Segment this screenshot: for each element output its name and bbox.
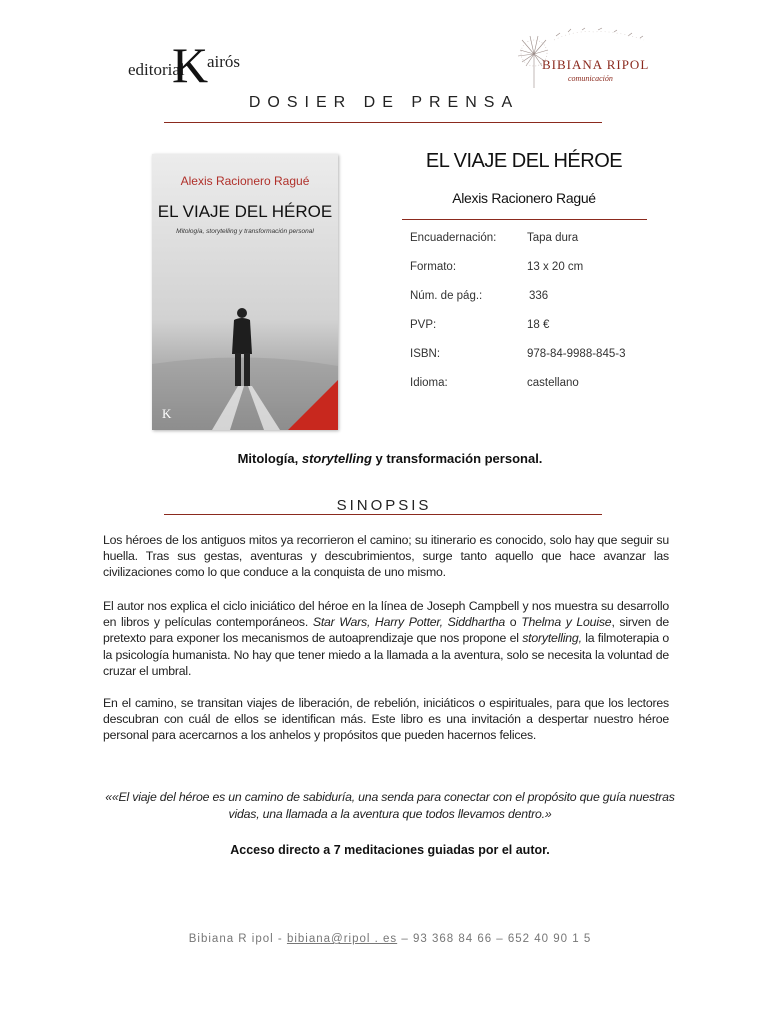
tagline-post: y transformación personal.	[371, 451, 543, 466]
quote-line-2: vidas, una llamada a la aventura que todos llevamos dentro.»	[228, 807, 552, 821]
synopsis-paragraph-3: En el camino, se transitan viajes de liberación, de rebelión, iniciáticos o espirituales, para que los lectores descubran con cuál de ellos se identifican más. Este libro es una invitación a despertar nuestro héroe personal para acercarnos a los anhelos y propósitos que pueden hacernos felices.	[103, 696, 669, 743]
cover-subtitle	[152, 228, 338, 235]
synopsis-heading: SINOPSIS	[336, 497, 432, 514]
synopsis-paragraph-2	[103, 598, 669, 679]
tagline-em: storytelling	[301, 451, 372, 466]
cover-subtitle-post: y transformación personal	[237, 228, 314, 235]
spec-value-isbn: 978-84-9988-845-3	[527, 348, 626, 360]
meditations-note: Acceso directo a 7 meditaciones guiadas por el autor.	[230, 843, 550, 857]
title-divider	[402, 219, 647, 220]
cover-subtitle-em: storytelling	[206, 228, 238, 235]
cover-publisher-logo: K	[162, 406, 172, 421]
spec-label-price: PVP:	[410, 319, 437, 331]
p2-text-d: la filmoterapia o la psicología humanista. No hay que tener miedo a la llamada a la aventura, solo se necesita la voluntad de cruzar el umbral.	[103, 631, 669, 678]
book-cover-image	[152, 154, 338, 430]
publisher-logo-suffix: airós	[207, 52, 241, 71]
p2-text-b: o	[505, 615, 522, 630]
book-author: Alexis Racionero Ragué	[452, 190, 596, 206]
agency-logo	[510, 24, 660, 96]
p2-storytelling: storytelling,	[522, 631, 582, 646]
spec-value-pages: 336	[529, 290, 549, 302]
footer-name: Bibiana R ipol -	[188, 933, 287, 945]
cover-subtitle-pre: Mitología,	[176, 228, 207, 235]
spec-value-language: castellano	[527, 377, 579, 389]
cover-title: EL VIAJE DEL HÉROE	[157, 202, 333, 221]
p2-text-c: , sirven de pretexto para exponer los mecanismos de autoaprendizaje que nos propone el	[103, 615, 670, 646]
synopsis-paragraph-1: Los héroes de los antiguos mitos ya recorrieron el camino; su itinerario es conocido, solo hay que seguir su huella. Tras sus gestas, aventuras y descubrimientos, surge tanto aquello que hace avanzar las civilizaciones como lo que conduce a la conquista de uno mismo.	[103, 533, 669, 580]
publisher-logo-initial: K	[172, 37, 209, 93]
spec-value-format: 13 x 20 cm	[527, 261, 584, 273]
cover-author: Alexis Racionero Ragué	[180, 174, 310, 188]
quote-line-1: ««El viaje del héroe es un camino de sabiduría, una senda para conectar con el propósito que guía nuestras	[105, 790, 675, 804]
footer-contact	[100, 933, 680, 945]
section-title: DOSIER DE PRENSA	[248, 94, 520, 111]
spec-label-isbn: ISBN:	[410, 348, 441, 360]
publisher-logo	[128, 37, 248, 93]
p2-film-titles: Star Wars, Harry Potter, Siddhartha	[312, 615, 506, 630]
author-quote	[100, 789, 680, 823]
header-divider	[164, 122, 602, 123]
cover-landscape	[152, 154, 338, 430]
p2-text-a: El autor nos explica el ciclo iniciático del héroe en la línea de Joseph Campbell y nos muestra su desarrollo en libros y películas contemporáneos.	[103, 599, 669, 630]
footer-email-link[interactable]: bibiana@ripol . es	[286, 933, 398, 945]
p2-film-thelma: Thelma y Louise	[521, 615, 612, 630]
synopsis-divider	[164, 514, 602, 515]
spec-label-language: Idioma:	[410, 377, 448, 389]
footer-phones: – 93 368 84 66 – 652 40 90 1 5	[397, 933, 592, 945]
tagline-pre: Mitología,	[237, 451, 302, 466]
spec-label-pages: Núm. de pág.:	[410, 290, 483, 302]
spec-label-binding: Encuadernación:	[410, 232, 497, 244]
book-title: EL VIAJE DEL HÉROE	[425, 150, 623, 172]
agency-logo-tagline: comunicación	[568, 74, 613, 83]
spec-value-binding: Tapa dura	[527, 232, 579, 244]
spec-label-format: Formato:	[410, 261, 457, 273]
agency-logo-name: BIBIANA RIPOL	[542, 57, 650, 72]
publisher-logo-prefix: editorial	[128, 60, 185, 79]
book-tagline	[100, 451, 680, 466]
spec-value-price: 18 €	[527, 319, 550, 331]
